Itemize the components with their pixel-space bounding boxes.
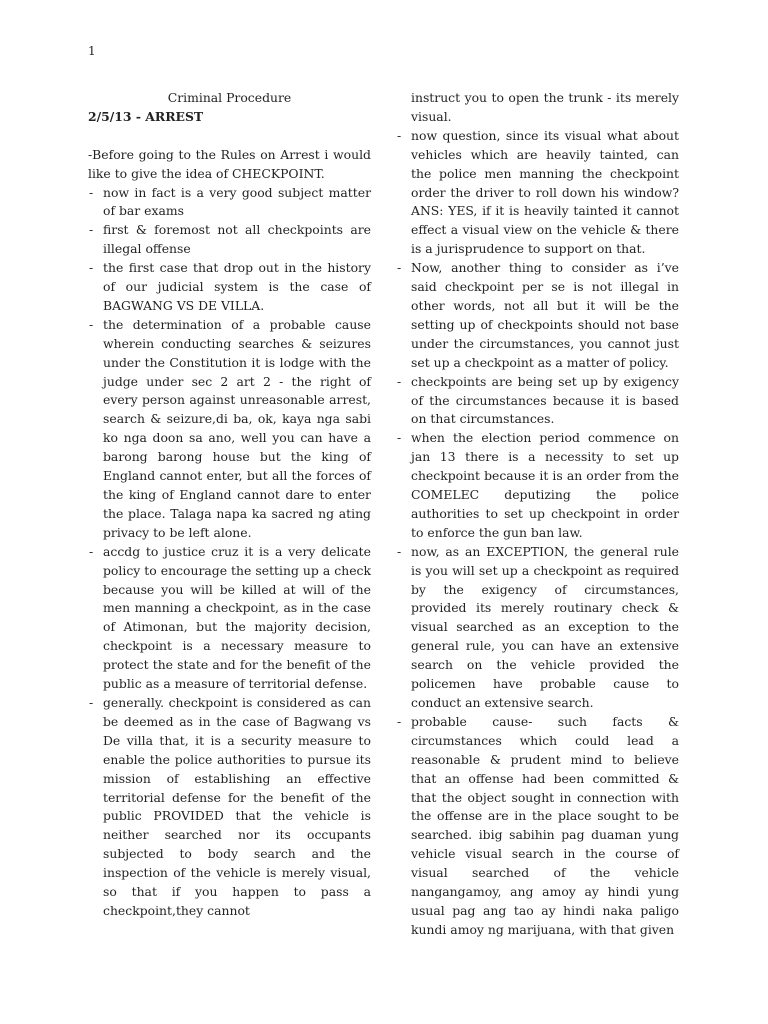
section-heading: 2/5/13 - ARREST — [88, 108, 204, 124]
list-item — [396, 259, 679, 372]
bullet-dash: - — [397, 543, 402, 559]
bullet-dash: - — [397, 430, 402, 446]
list-item-text: probable cause- such facts & circumstances which could lead a reasonable & prudent mind to believe that an offense had been committed & that the object sought in connection with the offense are in the place sought to be searched. ibig sabihin pag duaman yung vehicle visual search in the course of visual searched of the vehicle nangangamoy, ang amoy ay hindi yung usual pag ang tao ay hindi naka paligo kundi amoy ng marijuana, with that given — [411, 713, 679, 937]
list-item — [396, 127, 679, 259]
bullet-dash: - — [89, 260, 94, 276]
continued-text-body: instruct you to open the trunk - its merely visual. — [411, 90, 679, 124]
document-title: Criminal Procedure — [167, 90, 292, 105]
list-item — [88, 316, 371, 543]
list-item-text: checkpoints are being set up by exigency of the circumstances because it is based on that circumstances. — [411, 373, 679, 427]
list-item — [88, 184, 371, 222]
list-item-text: generally. checkpoint is considered as can be deemed as in the case of Bagwang vs De villa that, it is a security measure to enable the police authorities to pursue its mission of establishing an effective territorial defense for the benefit of the public PROVIDED that the vehicle is neither searched nor its occupants subjected to body search and the inspection of the vehicle is merely visual, so that if you happen to pass a checkpoint,they cannot — [103, 694, 371, 918]
list-item — [88, 259, 371, 316]
intro-paragraph: -Before going to the Rules on Arrest i would like to give the idea of CHECKPOINT. — [88, 146, 371, 181]
continued-text — [396, 89, 679, 127]
bullet-dash: - — [397, 127, 402, 143]
left-column — [88, 89, 371, 921]
list-item-text: first & foremost not all checkpoints are illegal offense — [103, 222, 371, 257]
page-number: 1 — [88, 44, 96, 58]
list-item-text: when the election period commence on jan 13 there is a necessity to set up checkpoint because it is an order from the COMELEC deputizing the police authorities to set up checkpoint in order to enforce the gun ban law. — [411, 430, 679, 540]
list-item-text: the determination of a probable cause wherein conducting searches & seizures under the Constitution it is lodge with the judge under sec 2 art 2 - the right of every person against unreasonable arrest, search & seizure,di ba, ok, kaya nga sabi ko nga doon sa ano, well you can have a barong barong house but the king of England cannot enter, but all the forces of the king of England cannot dare to enter the place. Talaga napa ka sacred ng ating privacy to be left alone. — [103, 316, 371, 540]
spacer — [88, 127, 371, 146]
list-item — [396, 429, 679, 542]
bullet-dash: - — [89, 543, 94, 559]
bullet-dash: - — [89, 316, 94, 332]
list-item — [396, 713, 679, 940]
list-item — [88, 694, 371, 921]
list-item-text: the first case that drop out in the history of our judicial system is the case of BAGWANG VS DE VILLA. — [103, 260, 371, 313]
bullet-dash: - — [397, 373, 402, 389]
list-item-text: Now, another thing to consider as i’ve said checkpoint per se is not illegal in other words, not all but it will be the setting up of checkpoints should not base under the circumstances, you cannot just set up a checkpoint as a matter of policy. — [411, 260, 679, 370]
list-item — [396, 543, 679, 713]
bullet-dash: - — [397, 260, 402, 276]
list-item — [396, 373, 679, 430]
list-item-text: now, as an EXCEPTION, the general rule is you will set up a checkpoint as required by the exigency of circumstances, provided its merely routinary check & visual searched as an exception to the general rule, you can have an extensive search on the vehicle provided the policemen have probable cause to conduct an extensive search. — [411, 543, 679, 710]
bullet-dash: - — [89, 222, 94, 238]
bullet-dash: - — [397, 713, 402, 729]
list-item — [88, 221, 371, 259]
list-item — [88, 543, 371, 694]
list-item-text: now question, since its visual what about vehicles which are heavily tainted, can the police men manning the checkpoint order the driver to roll down his window? ANS: YES, if it is heavily tainted it cannot effect a visual view on the vehicle & there is a jurisprudence to support on that. — [411, 127, 679, 257]
bullet-dash: - — [89, 694, 94, 710]
list-item-text: now in fact is a very good subject matter of bar exams — [103, 184, 371, 219]
list-item-text: accdg to justice cruz it is a very delicate policy to encourage the setting up a check because you will be killed at will of the men manning a checkpoint, as in the case of Atimonan, but the majority decision, checkpoint is a necessary measure to protect the state and for the benefit of the public as a measure of territorial defense. — [103, 543, 371, 692]
right-column — [396, 89, 679, 940]
bullet-dash: - — [89, 184, 94, 200]
